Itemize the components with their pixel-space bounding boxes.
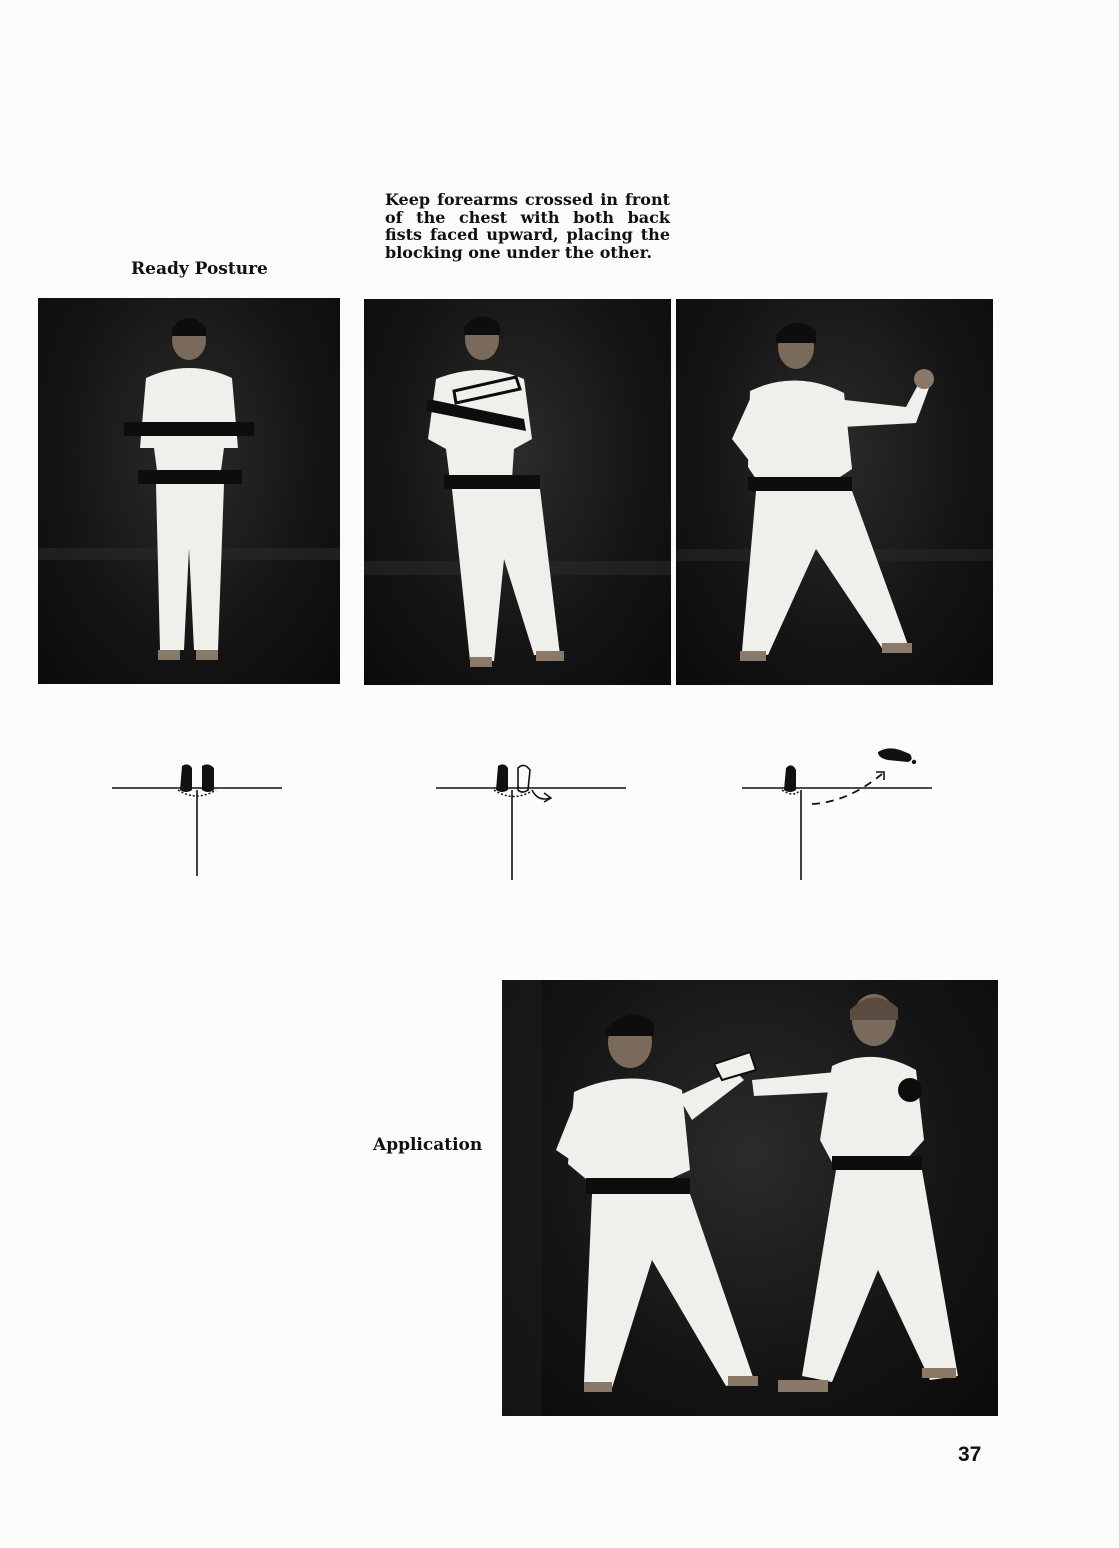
ready-posture-caption: Ready Posture — [131, 259, 268, 279]
application-photo — [502, 980, 998, 1416]
foot-step-dashed-arrow-icon — [738, 744, 938, 884]
block-photo — [676, 299, 993, 685]
ready-posture-figure — [38, 298, 340, 684]
application-caption: Application — [373, 1135, 483, 1155]
crossed-forearms-figure — [364, 299, 671, 685]
crossed-forearms-photo — [364, 299, 671, 685]
block-figure — [676, 299, 993, 685]
page-number: 37 — [958, 1443, 982, 1466]
foot-diagram-pivot — [432, 760, 632, 884]
foot-pivot-arrow-icon — [432, 760, 632, 884]
feet-together-icon — [108, 760, 288, 880]
ready-posture-photo — [38, 298, 340, 684]
foot-diagram-ready — [108, 760, 288, 880]
forearms-instruction-caption: Keep forearms crossed in front of the chest with both back fists faced upward, placing the blocking one under the other. — [385, 190, 670, 262]
application-figures — [502, 980, 998, 1416]
foot-diagram-step — [738, 744, 938, 884]
